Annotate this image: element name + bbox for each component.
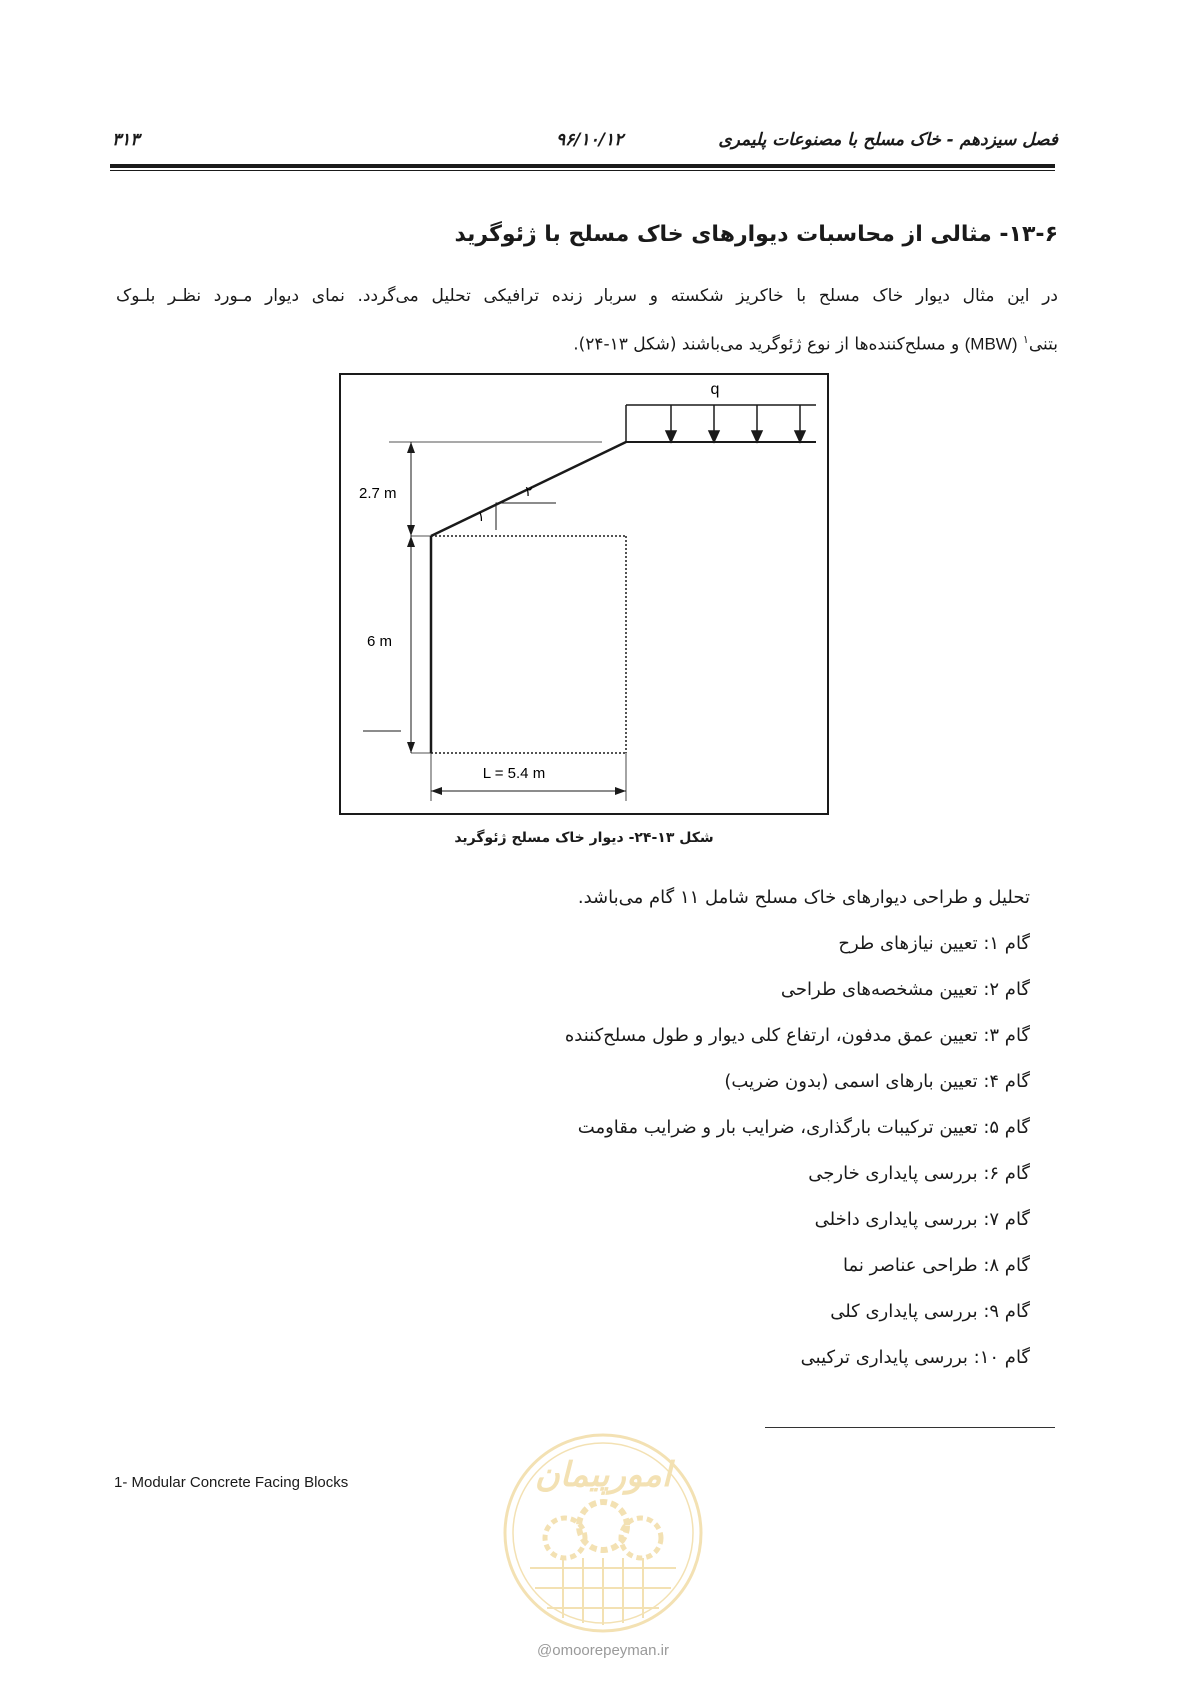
list-item: گام ۹: بررسی پایداری کلی (830, 1301, 1030, 1322)
header-rule-thin (110, 170, 1055, 171)
length-label: L = 5.4 m (482, 765, 546, 782)
page-number: ۳۱۳ (112, 130, 140, 150)
running-header-title: فصل سیزدهم - خاک مسلح با مصنوعات پلیمری (718, 130, 1058, 150)
list-item: گام ۱۰: بررسی پایداری ترکیبی (800, 1347, 1030, 1368)
list-item: گام ۲: تعیین مشخصه‌های طراحی (780, 979, 1030, 1000)
intro-line-2-end: و مسلح‌کننده‌ها از نوع ژئوگرید می‌باشند (شکل ۱۳-۲۴). (573, 334, 960, 355)
list-item: گام ۳: تعیین عمق مدفون، ارتفاع کلی دیوار و طول مسلح‌کننده (564, 1025, 1030, 1046)
load-label: q (710, 381, 720, 398)
wall-diagram (339, 373, 829, 815)
footnote-rule (765, 1427, 1055, 1428)
slope-rise-label: ۱ (477, 508, 485, 524)
intro-line-1: در این مثال دیوار خاک مسلح با خاکریز شکسته و سربار زنده ترافیکی تحلیل می‌گردد. نمای دیوار مـورد نظـر بلـوک (116, 286, 1058, 306)
header-rule-thick (110, 164, 1055, 168)
slope-triangle (496, 503, 556, 530)
figure-caption: شکل ۱۳-۲۴- دیوار خاک مسلح ژئوگرید (454, 830, 714, 846)
list-item: گام ۴: تعیین بارهای اسمی (بدون ضریب) (724, 1071, 1030, 1092)
running-header-date: ۹۶/۱۰/۱۲ (556, 130, 624, 150)
figure-frame (340, 374, 828, 814)
intro-line-2-start: بتنی (1028, 334, 1058, 355)
slope-run-label: ۲ (525, 483, 533, 499)
slope-height-label: 2.7 m (359, 485, 397, 502)
list-item: گام ۵: تعیین ترکیبات بارگذاری، ضرایب بار و ضرایب مقاومت (577, 1117, 1030, 1138)
list-item: گام ۷: بررسی پایداری داخلی (814, 1209, 1030, 1230)
wall-height-label: 6 m (367, 633, 393, 650)
watermark-text: امورپیمان (534, 1455, 672, 1495)
mbw-abbr: (MBW) (964, 334, 1018, 354)
section-title: ۱۳-۶- مثالی از محاسبات دیوارهای خاک مسلح با ژئوگرید (454, 222, 1058, 247)
watermark-logo (485, 1428, 721, 1638)
footnote-mark: ۱ (1022, 333, 1029, 346)
load-arrows (666, 405, 805, 442)
steps-intro: تحلیل و طراحی دیوارهای خاک مسلح شامل ۱۱ گام می‌باشد. (577, 887, 1030, 908)
steps-list (565, 884, 1030, 1390)
footnote: 1- Modular Concrete Facing Blocks (114, 1474, 349, 1491)
list-item: گام ۸: طراحی عناصر نما (843, 1255, 1030, 1276)
watermark-url: @omoorepeyman.ir (537, 1642, 669, 1659)
list-item: گام ۱: تعیین نیازهای طرح (838, 933, 1030, 954)
list-item: گام ۶: بررسی پایداری خارجی (808, 1163, 1030, 1184)
intro-line-2 (116, 333, 1058, 355)
